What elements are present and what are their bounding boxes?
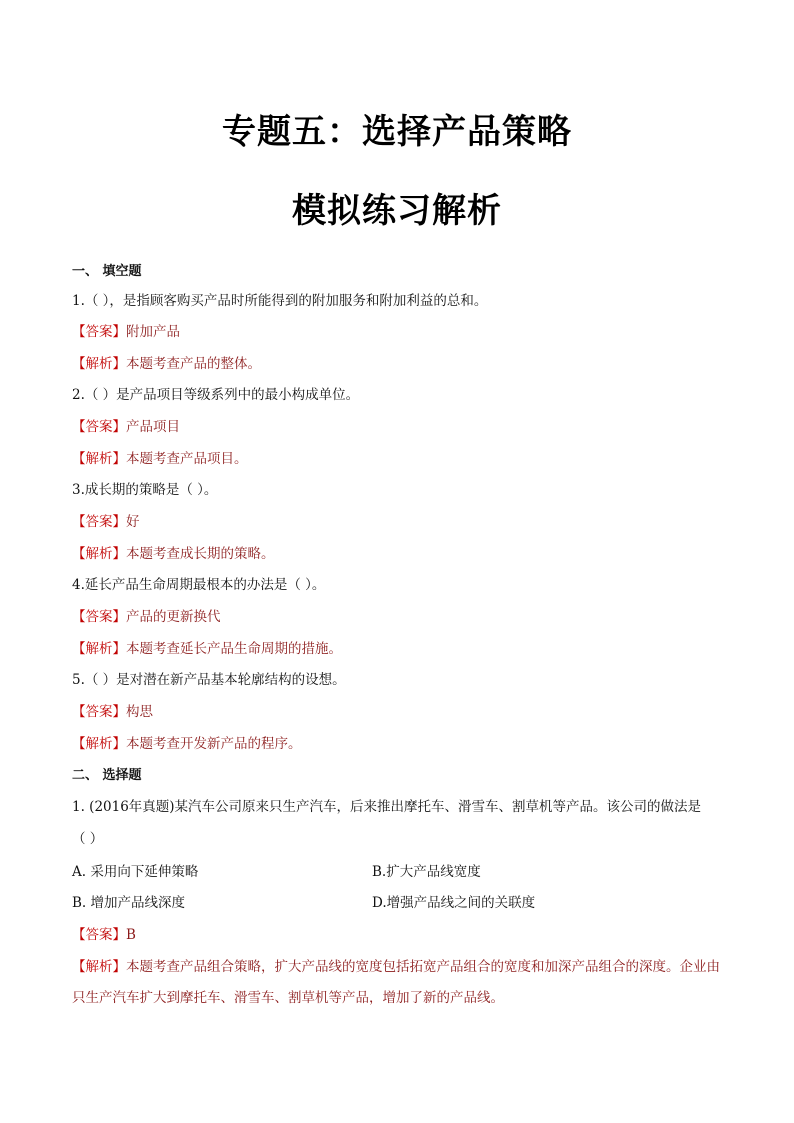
explanation-tag: 【解析】 [72, 451, 126, 467]
explanation-text: 本题考查成长期的策略。 [126, 546, 275, 562]
option-a: A. 采用向下延伸策略 [72, 864, 199, 880]
explanation-text: 本题考查产品项目。 [126, 451, 248, 467]
explanation-text: 本题考查开发新产品的程序。 [126, 736, 302, 752]
explanation-2 [72, 449, 248, 469]
section-heading-fill-blank: 一、 填空题 [72, 264, 142, 279]
answer-2 [72, 417, 180, 437]
answer-text: B [126, 927, 136, 943]
answer-tag: 【答案】 [72, 514, 126, 530]
answer-text: 好 [126, 514, 140, 530]
answer-tag: 【答案】 [72, 609, 126, 625]
mc-question-1: 1. (2016年真题)某汽车公司原来只生产汽车，后来推出摩托车、滑雪车、割草机等产品。该公司的做法是 [72, 799, 702, 815]
explanation-text: 本题考查产品的整体。 [126, 356, 261, 372]
document-title: 专题五：选择产品策略 [222, 112, 572, 152]
explanation-5 [72, 734, 302, 754]
option-d: D.增强产品线之间的关联度 [372, 895, 536, 911]
explanation-text: 本题考查产品组合策略，扩大产品线的宽度包括拓宽产品组合的宽度和加深产品组合的深度。企业由只生产汽车扩大到摩托车、滑雪车、割草机等产品，增加了新的产品线。 [72, 959, 720, 1006]
explanation-text: 本题考查延长产品生命周期的措施。 [126, 641, 342, 657]
mc-answer [72, 925, 136, 945]
question-1: 1.（ ），是指顾客购买产品时所能得到的附加服务和附加利益的总和。 [72, 293, 488, 309]
explanation-3 [72, 544, 275, 564]
section-heading-multiple-choice: 二、 选择题 [72, 768, 142, 783]
option-c: B. 增加产品线深度 [72, 895, 186, 911]
question-3: 3.成长期的策略是（ ）。 [72, 482, 218, 498]
option-b: B.扩大产品线宽度 [372, 864, 481, 880]
answer-3 [72, 512, 140, 532]
question-4: 4.延长产品生命周期最根本的办法是（ ）。 [72, 577, 326, 593]
question-5: 5.（ ）是对潜在新产品基本轮廓结构的设想。 [72, 672, 346, 688]
answer-tag: 【答案】 [72, 419, 126, 435]
answer-1 [72, 322, 180, 342]
mc-question-1-continued: （ ） [72, 831, 104, 847]
document-subtitle: 模拟练习解析 [292, 191, 502, 231]
explanation-1 [72, 354, 261, 374]
explanation-tag: 【解析】 [72, 356, 126, 372]
explanation-tag: 【解析】 [72, 641, 126, 657]
answer-text: 产品的更新换代 [126, 609, 221, 625]
question-2: 2.（ ）是产品项目等级系列中的最小构成单位。 [72, 387, 360, 403]
answer-tag: 【答案】 [72, 324, 126, 340]
answer-text: 构思 [126, 704, 153, 720]
answer-5 [72, 702, 153, 722]
answer-tag: 【答案】 [72, 704, 126, 720]
answer-text: 附加产品 [126, 324, 180, 340]
explanation-tag: 【解析】 [72, 736, 126, 752]
answer-text: 产品项目 [126, 419, 180, 435]
explanation-tag: 【解析】 [72, 959, 126, 975]
answer-4 [72, 607, 221, 627]
explanation-4 [72, 639, 342, 659]
answer-tag: 【答案】 [72, 927, 126, 943]
explanation-tag: 【解析】 [72, 546, 126, 562]
mc-explanation [72, 952, 722, 1014]
